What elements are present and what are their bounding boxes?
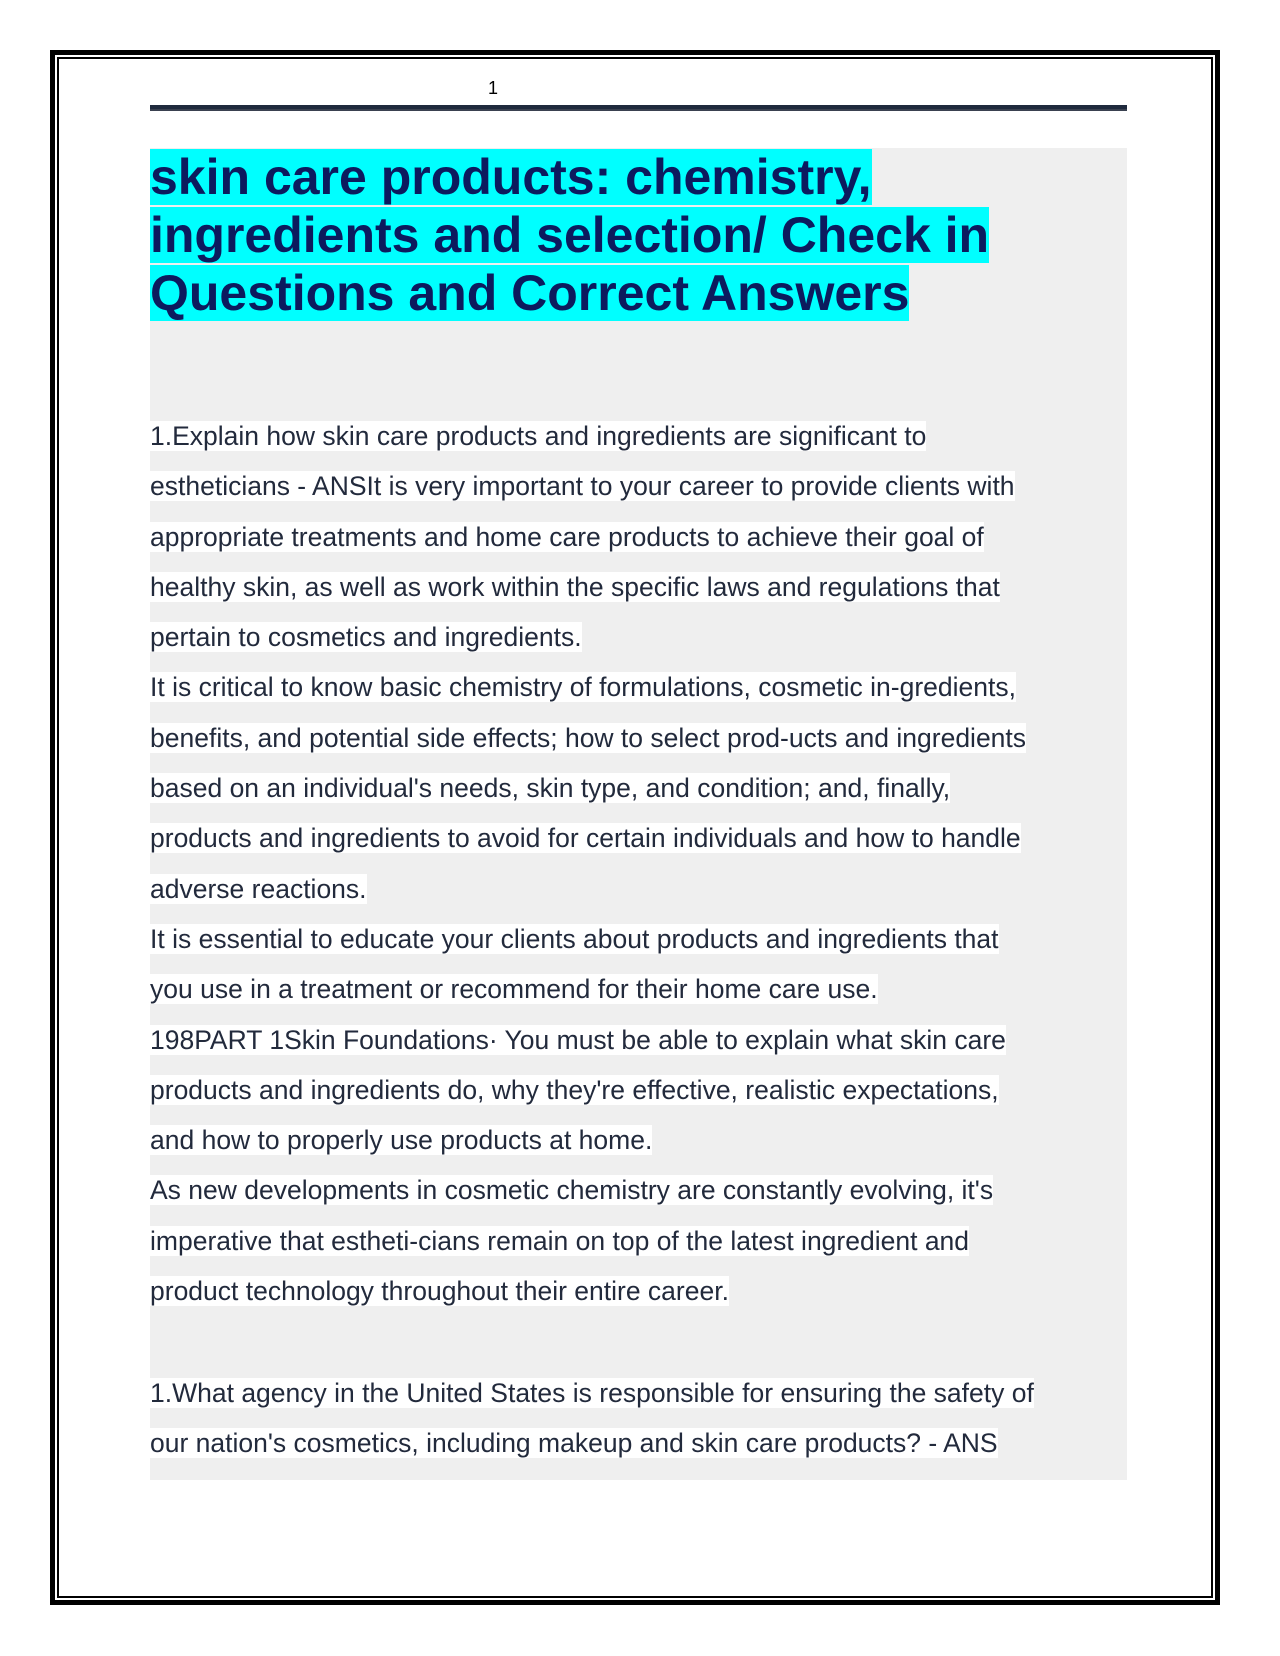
text-line: It is essential to educate your clients about products and ingredients that [150, 923, 999, 954]
text-line: and how to properly use products at home. [150, 1125, 653, 1156]
text-line: pertain to cosmetics and ingredients. [150, 622, 582, 653]
text-line: It is critical to know basic chemistry of formulations, cosmetic in-gredients, [150, 672, 1016, 703]
text-line: 1.Explain how skin care products and ingredients are significant to [150, 421, 927, 451]
question-1-block [150, 411, 1127, 1316]
text-line: healthy skin, as well as work within the specific laws and regulations that [150, 571, 1000, 602]
title-line: Questions and Correct Answers [150, 265, 910, 321]
question-2-block [150, 1368, 1127, 1469]
text-line: based on an individual's needs, skin type, and condition; and, finally, [150, 773, 951, 804]
text-line: 198PART 1Skin Foundations· You must be able to explain what skin care [150, 1024, 1006, 1055]
text-line: estheticians - ANSIt is very important to your career to provide clients with [150, 471, 1015, 502]
page-number: 1 [487, 78, 498, 98]
text-line: imperative that estheti-cians remain on top of the latest ingredient and [150, 1225, 970, 1256]
text-line: appropriate treatments and home care products to achieve their goal of [150, 521, 984, 552]
text-line: 1.What agency in the United States is responsible for ensuring the safety of [150, 1378, 1034, 1408]
text-line: you use in a treatment or recommend for their home care use. [150, 974, 878, 1005]
text-line: products and ingredients to avoid for certain individuals and how to handle [150, 823, 1021, 854]
text-line: As new developments in cosmetic chemistry are constantly evolving, it's [150, 1175, 994, 1206]
text-line: benefits, and potential side effects; how to select prod-ucts and ingredients [150, 722, 1027, 753]
header-rule [150, 105, 1127, 111]
title-line: skin care products: chemistry, [150, 149, 872, 205]
document-title [150, 148, 1127, 322]
document-content [150, 148, 1127, 1480]
text-line: adverse reactions. [150, 873, 367, 904]
title-line: ingredients and selection/ Check in [150, 207, 990, 263]
text-line: products and ingredients do, why they're effective, realistic expectations, [150, 1074, 999, 1105]
text-line: product technology throughout their entire career. [150, 1276, 729, 1307]
text-line: our nation's cosmetics, including makeup and skin care products? - ANS [150, 1428, 998, 1459]
